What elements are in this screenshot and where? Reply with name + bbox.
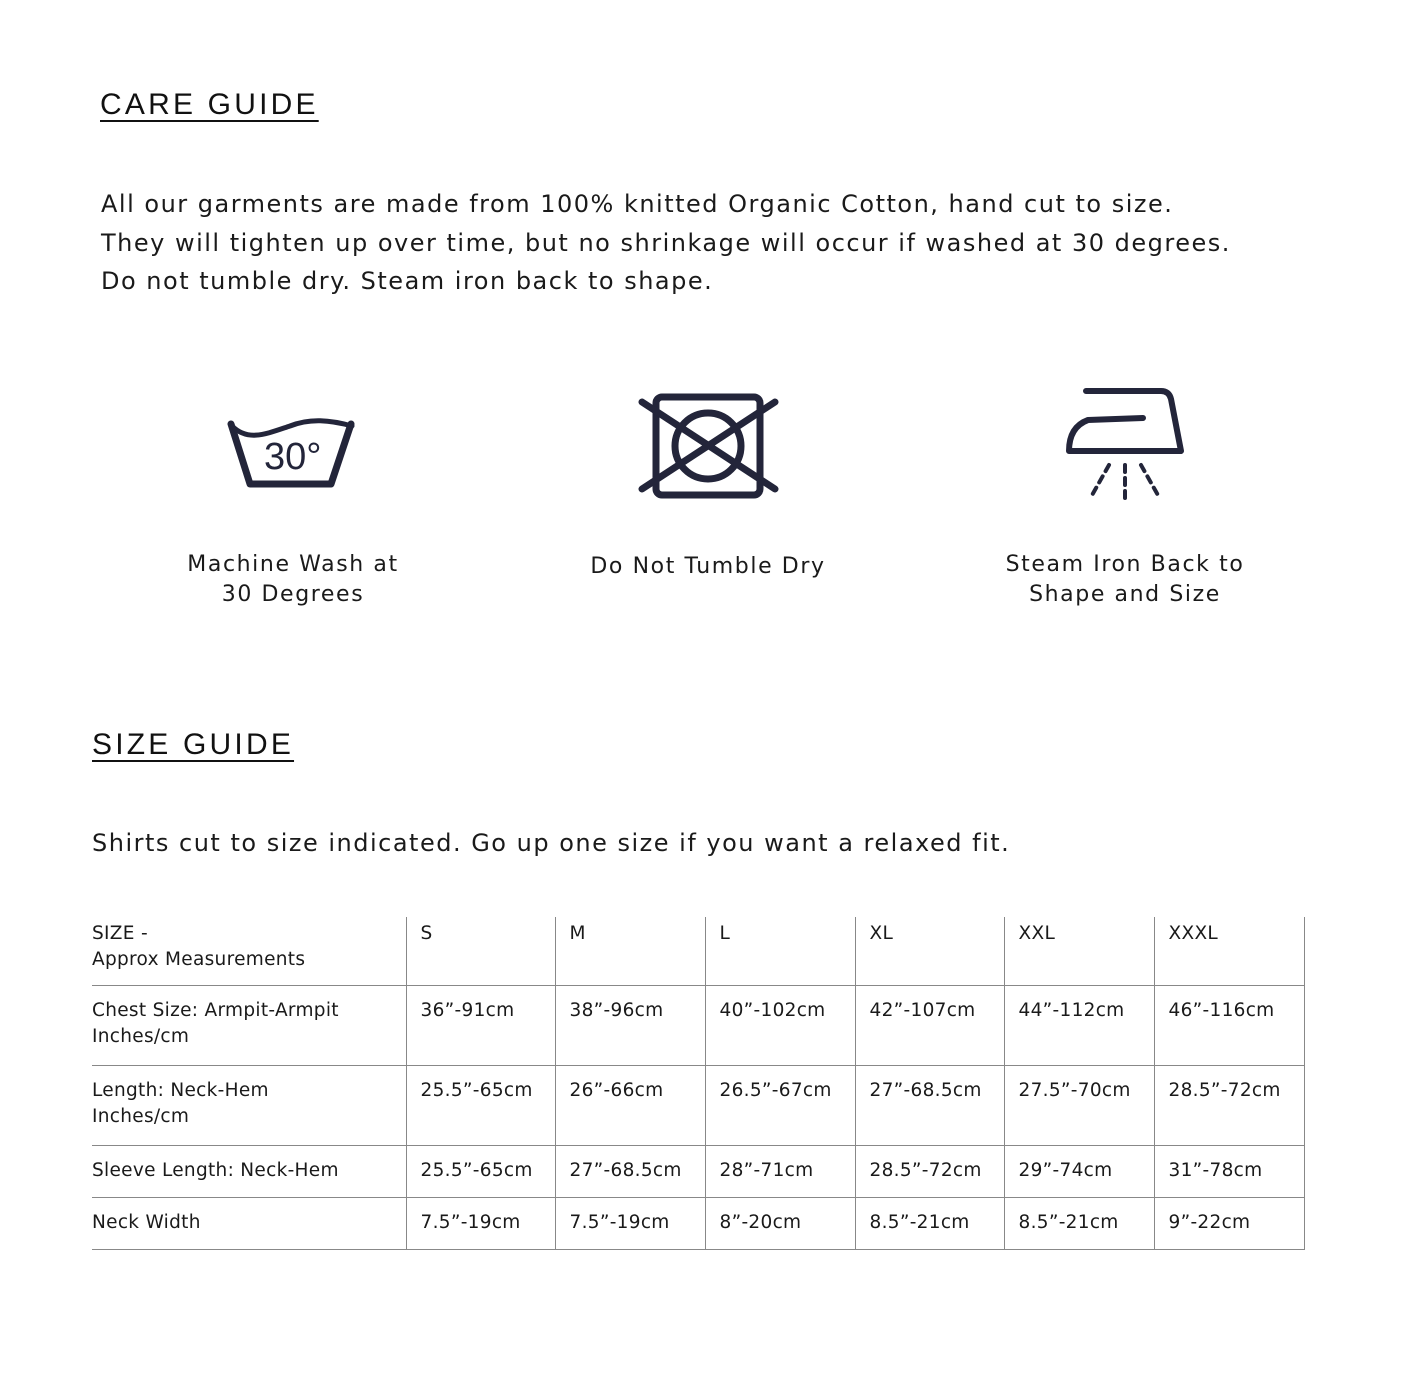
table-cell: 8.5”-21cm bbox=[1004, 1197, 1154, 1249]
header-label-line: Approx Measurements bbox=[92, 949, 306, 970]
steam-iron-icon bbox=[1063, 385, 1187, 509]
table-cell: 29”-74cm bbox=[1004, 1145, 1154, 1197]
size-header-m: M bbox=[555, 917, 705, 985]
size-header-xl: XL bbox=[855, 917, 1004, 985]
caption-line: 30 Degrees bbox=[221, 582, 365, 607]
table-cell: 9”-22cm bbox=[1154, 1197, 1304, 1249]
table-row bbox=[92, 985, 1304, 1065]
table-cell: 28.5”-72cm bbox=[1154, 1065, 1304, 1145]
tumble-dry-caption bbox=[538, 552, 878, 582]
row-label-line: Inches/cm bbox=[92, 1025, 190, 1047]
table-row bbox=[92, 1065, 1304, 1145]
caption-line: Do Not Tumble Dry bbox=[590, 554, 826, 579]
wash-caption bbox=[123, 550, 463, 610]
care-guide-text bbox=[101, 185, 1231, 301]
row-label bbox=[92, 985, 406, 1065]
table-cell: 25.5”-65cm bbox=[406, 1065, 555, 1145]
size-table bbox=[92, 917, 1305, 1250]
table-cell: 26.5”-67cm bbox=[705, 1065, 855, 1145]
care-text-line: They will tighten up over time, but no shrinkage will occur if washed at 30 degrees. bbox=[101, 228, 1231, 257]
wash-30-icon bbox=[226, 412, 360, 492]
table-row bbox=[92, 1197, 1304, 1249]
steam-iron-caption bbox=[955, 550, 1295, 610]
table-cell: 31”-78cm bbox=[1154, 1145, 1304, 1197]
table-row bbox=[92, 1145, 1304, 1197]
table-cell: 28”-71cm bbox=[705, 1145, 855, 1197]
caption-line: Steam Iron Back to bbox=[1005, 552, 1245, 577]
care-text-line: All our garments are made from 100% knitted Organic Cotton, hand cut to size. bbox=[101, 190, 1174, 218]
table-cell: 44”-112cm bbox=[1004, 985, 1154, 1065]
table-cell: 42”-107cm bbox=[855, 985, 1004, 1065]
table-cell: 40”-102cm bbox=[705, 985, 855, 1065]
table-cell: 27”-68.5cm bbox=[555, 1145, 705, 1197]
table-cell: 8”-20cm bbox=[705, 1197, 855, 1249]
table-cell: 27.5”-70cm bbox=[1004, 1065, 1154, 1145]
row-label-line: Chest Size: Armpit-Armpit bbox=[92, 999, 339, 1021]
size-header-l: L bbox=[705, 917, 855, 985]
table-cell: 38”-96cm bbox=[555, 985, 705, 1065]
table-header-label bbox=[92, 917, 406, 985]
table-cell: 7.5”-19cm bbox=[406, 1197, 555, 1249]
caption-line: Machine Wash at bbox=[187, 552, 399, 577]
no-tumble-dry-icon bbox=[636, 392, 782, 500]
size-guide-text: Shirts cut to size indicated. Go up one size if you want a relaxed fit. bbox=[92, 829, 1011, 857]
care-text-line: Do not tumble dry. Steam iron back to shape. bbox=[101, 267, 714, 295]
table-cell: 36”-91cm bbox=[406, 985, 555, 1065]
row-label: Sleeve Length: Neck-Hem bbox=[92, 1145, 406, 1197]
row-label-line: Inches/cm bbox=[92, 1105, 190, 1127]
table-cell: 28.5”-72cm bbox=[855, 1145, 1004, 1197]
care-guide-title: CARE GUIDE bbox=[100, 88, 319, 121]
header-label-line: SIZE - bbox=[92, 923, 148, 944]
table-cell: 27”-68.5cm bbox=[855, 1065, 1004, 1145]
table-cell: 25.5”-65cm bbox=[406, 1145, 555, 1197]
wash-temperature-text: 30° bbox=[264, 436, 322, 478]
row-label: Neck Width bbox=[92, 1197, 406, 1249]
table-cell: 26”-66cm bbox=[555, 1065, 705, 1145]
size-header-xxxl: XXXL bbox=[1154, 917, 1304, 985]
size-guide-title: SIZE GUIDE bbox=[92, 728, 295, 761]
size-header-s: S bbox=[406, 917, 555, 985]
table-cell: 46”-116cm bbox=[1154, 985, 1304, 1065]
table-header-row bbox=[92, 917, 1304, 985]
row-label bbox=[92, 1065, 406, 1145]
size-header-xxl: XXL bbox=[1004, 917, 1154, 985]
caption-line: Shape and Size bbox=[1029, 582, 1221, 607]
table-cell: 7.5”-19cm bbox=[555, 1197, 705, 1249]
row-label-line: Length: Neck-Hem bbox=[92, 1079, 269, 1101]
table-cell: 8.5”-21cm bbox=[855, 1197, 1004, 1249]
